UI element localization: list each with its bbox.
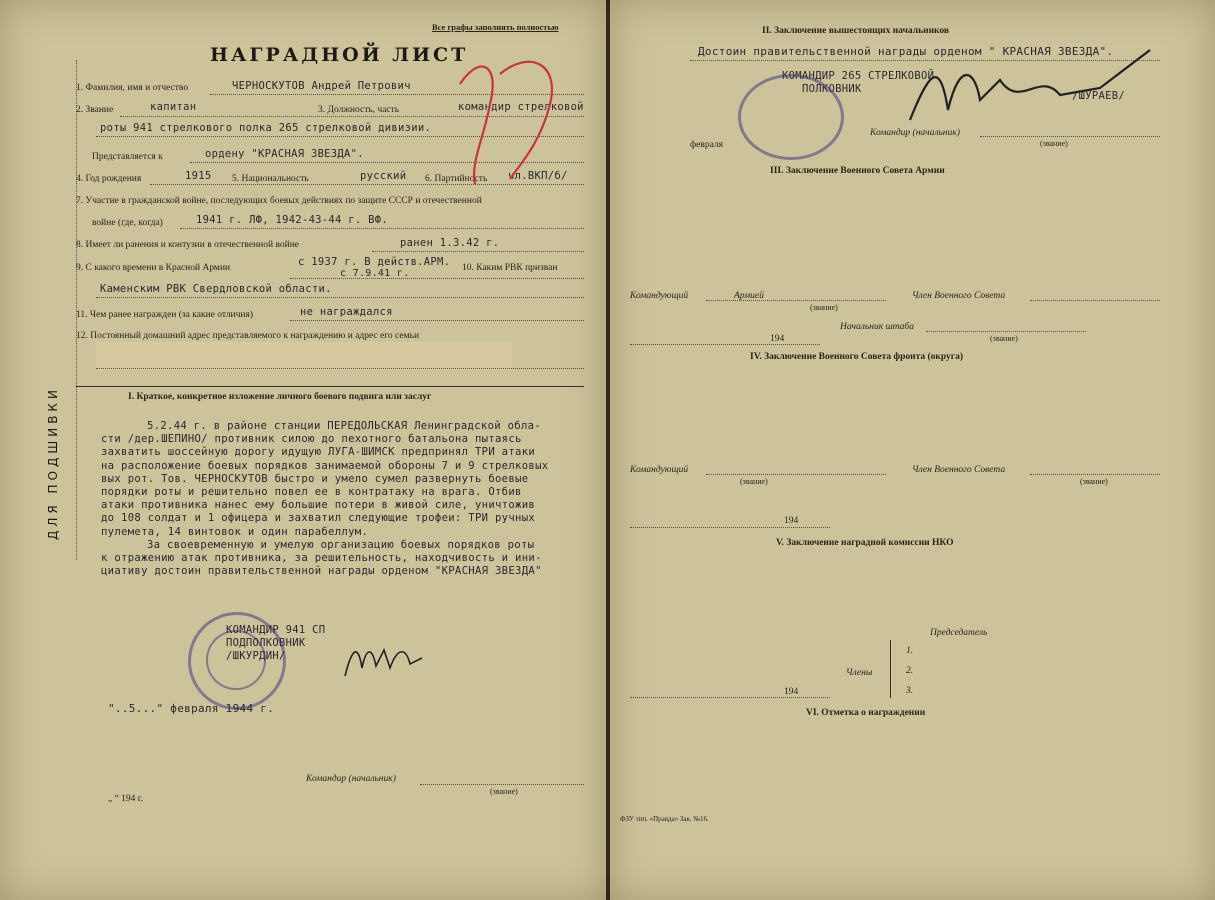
feat-line: 5.2.44 г. в районе станции ПЕРЕДОЛЬСКАЯ Ленинградской обла- — [147, 420, 541, 432]
front-commander-label: Командующий — [630, 465, 689, 475]
field-8-label: 8. Имеет ли ранения и контузии в отечественной войне — [76, 240, 300, 250]
section-2-name: /ШУРАЕВ/ — [1072, 90, 1125, 102]
field-3-label: 3. Должность, часть — [318, 105, 400, 115]
right-page — [610, 0, 1215, 900]
section-4-heading: IV. Заключение Военного Совета фронта (округа) — [750, 352, 964, 362]
section-2-rank: ПОЛКОВНИК — [802, 83, 862, 95]
division-seal — [738, 74, 844, 160]
field-7-line — [180, 228, 584, 229]
commission-year: 194 — [784, 687, 799, 697]
nominated-label: Представляется к — [92, 152, 163, 162]
rank-caption: (звание) — [490, 787, 518, 796]
rank-caption-r: (звание) — [1040, 139, 1068, 148]
feat-line: захватить шоссейную дорогу идущую ЛУГА-ШИМСК предпринял ТРИ атаки — [101, 446, 536, 459]
page-title: НАГРАДНОЙ ЛИСТ — [210, 44, 469, 66]
signature-line: /ШКУРДИН/ — [226, 650, 286, 662]
section-2-text: Достоин правительственной награды орденом " КРАСНАЯ ЗВЕЗДА". — [698, 45, 1114, 58]
field-4-label: 4. Год рождения — [76, 174, 142, 184]
chief-of-staff-label: Начальник штаба — [840, 322, 914, 332]
field-1-value: ЧЕРНОСКУТОВ Андрей Петрович — [232, 80, 411, 92]
commission-year-line — [630, 697, 830, 698]
field-5-value: русский — [360, 170, 407, 182]
front-council-caption: (звание) — [1080, 477, 1108, 486]
red-pencil-mark — [440, 44, 580, 194]
field-6-label: 6. Партийность — [425, 174, 488, 184]
section-3-heading: III. Заключение Военного Совета Армии — [770, 166, 945, 176]
feat-line: За своевременную и умелую организацию боевых порядков роты — [147, 538, 535, 551]
army-year-line — [630, 344, 820, 345]
members-label: Члены — [846, 668, 873, 678]
section-1-heading: I. Краткое, конкретное изложение личного боевого подвига или заслуг — [128, 392, 432, 402]
chief-of-staff-line — [926, 331, 1086, 332]
army-word: Армией — [734, 291, 764, 301]
year-line: „ “ 194 г. — [108, 794, 144, 804]
section-divider — [76, 386, 584, 387]
field-9-label: 9. С какого времени в Красной Армии — [76, 263, 231, 273]
front-commander-line — [706, 474, 886, 475]
field-3-value: командир стрелковой — [458, 101, 584, 113]
binding-label: ДЛЯ ПОДШИВКИ — [46, 386, 60, 540]
field-7-label: 7. Участие в гражданской войне, последующих боевых действиях по защите СССР и отечественной — [76, 196, 482, 206]
field-11-label: 11. Чем ранее награжден (за какие отличия) — [76, 310, 254, 320]
field-2-label: 2. Звание — [76, 105, 114, 115]
field-7-value: 1941 г. ЛФ, 1942-43-44 г. ВФ. — [196, 214, 389, 226]
commission-bracket — [890, 640, 891, 698]
field-10-label: 10. Каким РВК призван — [462, 263, 558, 273]
army-council-line — [1030, 300, 1160, 301]
field-5-label: 5. Национальность — [232, 174, 309, 184]
feat-line: вых рот. Тов. ЧЕРНОСКУТОВ быстро и умело сумел развернуть боевые — [101, 472, 529, 485]
member-1: 1. — [906, 646, 914, 656]
field-11-value: не награждался — [300, 306, 393, 318]
section-2-date: февраля — [690, 140, 724, 150]
field-8-value: ранен 1.3.42 г. — [400, 237, 500, 249]
field-9-value: с 1937 г. В действ.АРМ. — [298, 256, 451, 268]
chairman-label: Председатель — [930, 628, 988, 638]
section-5-heading: V. Заключение наградной комиссии НКО — [776, 538, 954, 548]
member-3: 3. — [906, 686, 914, 696]
field-9-value-cont: с 7.9.41 г. — [340, 268, 410, 279]
commander-line-r — [980, 136, 1160, 137]
field-3-value-cont: роты 941 стрелкового полка 265 стрелковой дивизии. — [100, 122, 432, 134]
commander-line — [420, 784, 584, 785]
section-6-heading: VI. Отметка о награждении — [806, 708, 926, 718]
fill-all-note: Все графы заполнять полностью — [432, 22, 559, 32]
commander-label-r: Командир (начальник) — [870, 128, 960, 138]
member-2: 2. — [906, 666, 914, 676]
submission-date: "..5..." февраля 1944 г. — [108, 702, 275, 715]
commander-label: Командир (начальник) — [306, 774, 396, 784]
field-10-value: Каменским РВК Свердловской области. — [100, 283, 332, 295]
feat-line: порядки роты и решительно повел ее в контратаку на врага. Отбив — [101, 486, 522, 499]
feat-line: пулемета, 14 винтовок и один парабеллум. — [101, 525, 369, 538]
field-1-label: 1. Фамилия, имя и отчество — [76, 83, 189, 93]
feat-line: сти /дер.ШЕПИНО/ противник силою до пехотного батальона пытаясь — [101, 433, 522, 446]
army-commander-line — [706, 300, 886, 301]
army-year: 194 — [770, 334, 785, 344]
field-12-line — [96, 368, 584, 369]
section-2-heading: II. Заключение вышестоящих начальников — [762, 26, 950, 36]
field-8-line — [372, 251, 584, 252]
field-9-line — [290, 278, 584, 279]
feat-line: атаки противника нанес ему большие потери в живой силе, уничтожив — [101, 499, 536, 512]
army-commander-label: Командующий — [630, 291, 689, 301]
commander-signature — [340, 628, 430, 688]
field-6-value: чл.ВКП/б/ — [508, 170, 568, 182]
redacted-address — [96, 342, 512, 370]
feat-line: к отражению атак противника, за решительность, находчивость и ини- — [101, 552, 542, 565]
front-year: 194 — [784, 516, 799, 526]
army-rank-caption: (звание) — [810, 303, 838, 312]
signature-line: ПОДПОЛКОВНИК — [226, 637, 306, 649]
commander-signature-block — [226, 624, 325, 663]
front-year-line — [630, 527, 830, 528]
field-11-line — [290, 320, 584, 321]
field-2-value: капитан — [150, 101, 197, 113]
feat-line: циативу достоин правительственной награды орденом "КРАСНАЯ ЗВЕЗДА" — [101, 565, 542, 578]
nominated-value: ордену "КРАСНАЯ ЗВЕЗДА". — [205, 148, 364, 160]
print-footer: ФЗУ тип. «Правда» Зак. №16. — [620, 815, 709, 823]
army-council-label: Член Военного Совета — [912, 291, 1006, 301]
field-7-label-cont: войне (где, когда) — [92, 218, 163, 228]
front-rank-caption: (звание) — [740, 477, 768, 486]
feat-description — [101, 420, 548, 578]
field-10-line — [96, 297, 584, 298]
signature-line: КОМАНДИР 941 СП — [226, 624, 326, 636]
front-council-label: Член Военного Совета — [912, 465, 1006, 475]
front-council-line — [1030, 474, 1160, 475]
field-12-label: 12. Постоянный домашний адрес представляемого к награждению и адрес его семьи — [76, 331, 420, 341]
field-4-value: 1915 — [185, 170, 212, 182]
division-signature — [900, 40, 1160, 140]
chief-rank-caption: (звание) — [990, 334, 1018, 343]
feat-line: до 108 солдат и 1 офицера и захватил следующие трофеи: ТРИ ручных — [101, 512, 536, 525]
section-2-signer: КОМАНДИР 265 СТРЕЛКОВОЙ — [782, 70, 935, 82]
feat-line: на расположение боевых порядков занимаемой обороны 7 и 9 стрелковых — [101, 459, 549, 472]
